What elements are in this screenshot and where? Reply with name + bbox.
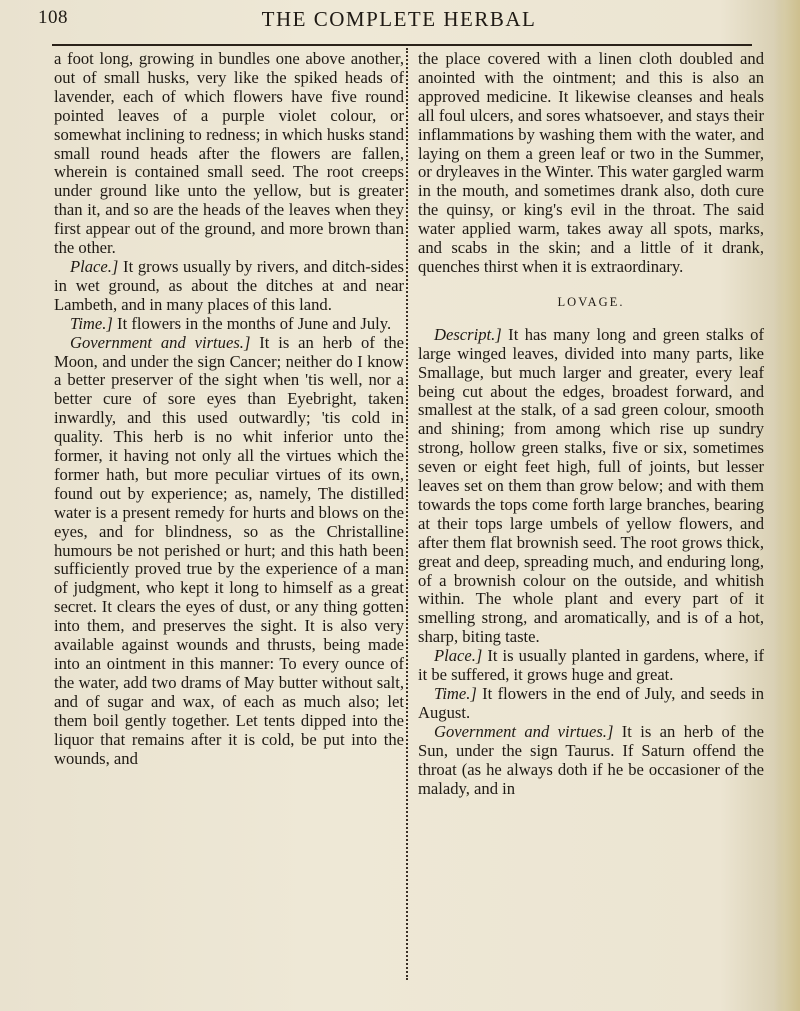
paragraph	[54, 50, 404, 258]
paragraph-text: It is an herb of the Sun, under the sign Taurus. If Saturn offend the throat (as he always doth if he be occasioner of the malady, and in	[418, 721, 764, 798]
paragraph-text: a foot long, growing in bundles one above another, out of small husks, very like the spiked heads of lavender, each of which flowers have five round pointed leaves of a purple violet colour, or somewhat inclining to redness; in which husks stand small round heads after the flowers are fallen, wherein is contained small seed. The root creeps under ground like unto the yellow, but is greater than it, and so are the heads of the leaves when they first appear out of the ground, and more brown than the other.	[54, 49, 404, 258]
paragraph	[54, 315, 404, 334]
section-title: LOVAGE.	[557, 294, 625, 309]
paragraph	[54, 334, 404, 769]
paragraph-text: It is an herb of the Moon, and under the sign Cancer; neither do I know a better preserver of the sight when 'tis well, nor a better cure of sore eyes than Eyebright, taken inwardly, and this used outwardly; 'tis cold in quality. This herb is no whit inferior unto the former, it having not only all the virtues which the former hath, but more peculiar virtues of its own, found out by experience; as, namely, The distilled water is a present remedy for hurts and blows on the eyes, and for blindness, so as the Christalline humours be not perished or hurt; and this hath been sufficiently proved true by the experience of a man of judgment, who kept it long to himself as a great secret. It clears the eyes of dust, or any thing gotten into them, and preserves the sight. It is also very available against wounds and thrusts, being made into an ointment in this manner: To every ounce of the water, add two drams of May butter without salt, and of sugar and wax, of each as much also; let them boil gently together. Let tents dipped into the liquor that remains after it is cold, be put into the wounds, and	[54, 332, 404, 768]
paragraph-text: It flowers in the months of June and July.	[112, 313, 392, 333]
paragraph-label: Government and virtues.]	[434, 721, 614, 741]
page-edge-shadow	[774, 0, 800, 1011]
paragraph-text: It is usually planted in gardens, where, if it be suffered, it grows huge and great.	[418, 646, 764, 685]
page-number: 108	[38, 7, 68, 28]
paragraph-text: It has many long and green stalks of large winged leaves, divided into many parts, like Smallage, but much larger and greater, every leaf being cut about the edges, broadest forward, and smallest at the stalk, of a sad green colour, smooth and shining; from among which rise up sundry strong, hollow green stalks, five or six, sometimes seven or eight feet high, full of joints, but lesser leaves set on them than grow below; and with them towards the tops come forth large branches, bearing at their tops large umbels of yellow flowers, and after them flat brownish seed. The root grows thick, great and deep, spreading much, and enduring long, of a brownish colour on the outside, and whitish within. The whole plant and every part of it smelling strong, and aromatically, and is of a hot, sharp, biting taste.	[418, 324, 764, 647]
paragraph	[418, 685, 764, 723]
page-header	[38, 5, 760, 35]
paragraph-label: Place.]	[434, 646, 483, 666]
paragraph-label: Descript.]	[434, 324, 502, 344]
left-column	[54, 50, 404, 768]
paragraph	[418, 326, 764, 647]
paragraph-text: the place covered with a linen cloth doubled and anointed with the ointment; and this is also an approved medicine. It likewise cleanses and heals all foul ulcers, and sores whatsoever, and stays their inflammations by washing them with the water, and laying on them a green leaf or two in the Summer, or dryleaves in the Winter. This water gargled warm in the mouth, and sometimes drank also, doth cure the quinsy, or king's evil in the throat. The said water applied warm, takes away all spots, marks, and scabs in the skin; and a little of it drank, quenches thirst when it is extraordinary.	[418, 49, 764, 276]
paragraph-text: It grows usually by rivers, and ditch-sides in wet ground, as about the ditches at and near Lambeth, and in many places of this land.	[54, 256, 404, 314]
paragraph-label: Time.]	[70, 313, 113, 333]
paragraph-label: Time.]	[434, 684, 477, 703]
paragraph-text: It flowers in the end of July, and seeds in August.	[418, 684, 764, 722]
paragraph	[418, 723, 764, 799]
running-head: THE COMPLETE HERBAL	[261, 7, 537, 31]
paragraph	[54, 258, 404, 315]
right-column	[418, 50, 764, 798]
header-rule	[52, 44, 752, 46]
paragraph-label: Government and virtues.]	[70, 332, 251, 352]
paragraph	[418, 647, 764, 685]
paragraph-label: Place.]	[70, 256, 119, 276]
column-divider	[406, 48, 408, 980]
paragraph	[418, 50, 764, 277]
